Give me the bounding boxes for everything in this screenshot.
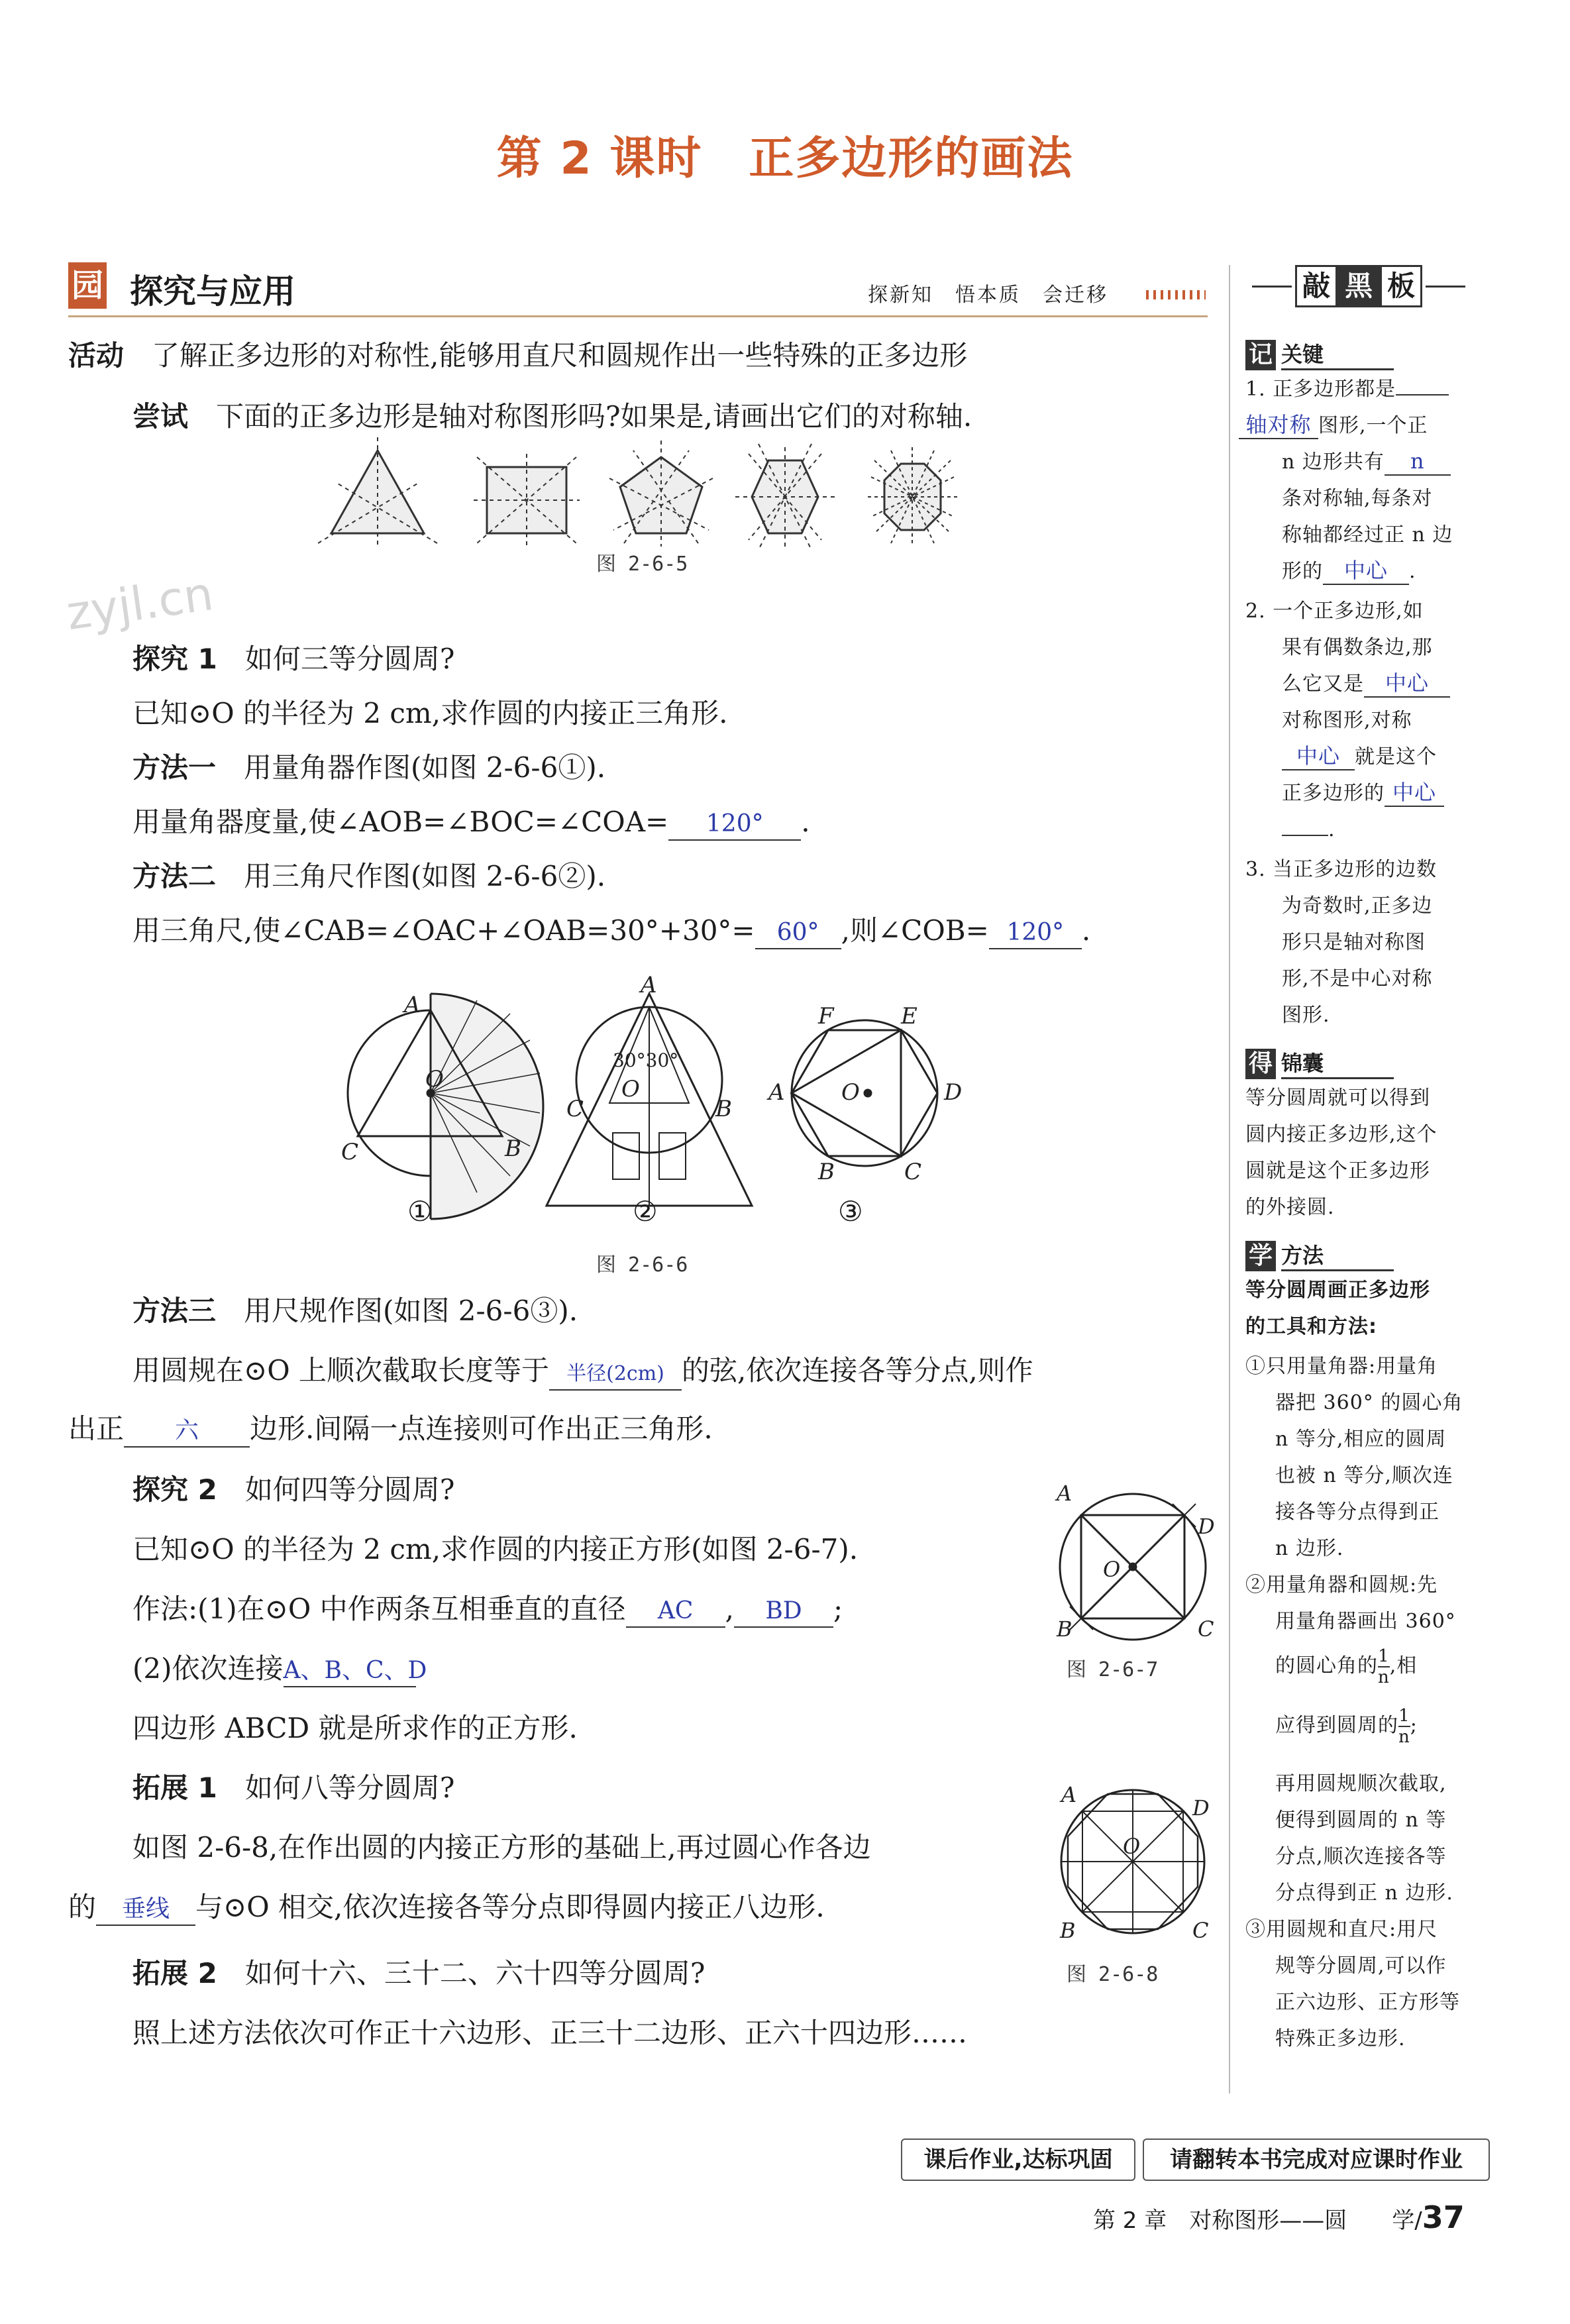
explore1-given: 已知⊙O 的半径为 2 cm,求作圆的内接正三角形. xyxy=(132,697,728,729)
page-number: 37 xyxy=(1422,2199,1465,2235)
svg-text:O: O xyxy=(1123,1834,1141,1859)
explore2-heading xyxy=(132,1471,454,1509)
footer-chapter-text: 第 2 章 对称图形——圆 xyxy=(1093,2207,1347,2234)
key-l5: 称轴都经过正 n 边 xyxy=(1282,523,1453,547)
key-l9 xyxy=(1282,666,1450,702)
svg-text:A: A xyxy=(404,992,421,1018)
method2-measure-text: 用三角尺,使∠CAB=∠OAC+∠OAB=30°+30°= xyxy=(132,914,755,947)
method3-line xyxy=(132,1292,578,1330)
method-l11-text: 应得到圆周的 xyxy=(1275,1714,1398,1737)
tip-l2: 圆内接正多边形,这个 xyxy=(1245,1123,1438,1146)
ext1-question: 如何八等分圆周? xyxy=(244,1771,455,1804)
method-badge: 学 xyxy=(1245,1241,1276,1271)
method-l17: ③用圆规和直尺:用尺 xyxy=(1245,1918,1438,1941)
key-badge: 记 xyxy=(1245,340,1276,370)
svg-text:C: C xyxy=(341,1139,359,1165)
key-l1 xyxy=(1245,371,1449,407)
ext2-question: 如何十六、三十二、六十四等分圆周? xyxy=(244,1957,706,1989)
svg-text:D: D xyxy=(1198,1514,1215,1539)
key-blank-pre xyxy=(1396,394,1449,396)
frac-den-a: n xyxy=(1378,1667,1390,1687)
key-blank-post xyxy=(1282,835,1328,836)
key-answer-axisym[interactable]: 轴对称 xyxy=(1239,411,1318,439)
method-l6: n 边形. xyxy=(1275,1537,1344,1560)
svg-text:O: O xyxy=(1103,1557,1121,1582)
svg-text:C: C xyxy=(566,1096,584,1122)
method3-measure xyxy=(132,1351,1033,1391)
key-l3 xyxy=(1282,444,1451,480)
sidebar-head-1: 敲 xyxy=(1295,265,1337,307)
svg-text:C: C xyxy=(904,1159,922,1185)
ext1-line2 xyxy=(68,1888,825,1927)
sidebar-head-2: 黑 xyxy=(1337,265,1380,307)
key-answer-center2[interactable]: 中心 xyxy=(1364,670,1450,698)
method3-measure-2 xyxy=(68,1410,713,1448)
explore1-label: 探究 1 xyxy=(132,643,217,675)
answer-blank-60[interactable]: 60° xyxy=(755,918,841,949)
key-l11 xyxy=(1282,739,1437,775)
svg-text:O: O xyxy=(621,1076,640,1102)
method-h1: 等分圆周画正多边形 xyxy=(1245,1279,1430,1302)
fig-label-3: ③ xyxy=(838,1195,863,1228)
method-l9-text: 的圆心角的 xyxy=(1275,1654,1378,1677)
title-lesson: 第 2 课时 xyxy=(496,132,703,185)
key-l3-text: n 边形共有 xyxy=(1282,450,1385,474)
method-l11 xyxy=(1275,1706,1418,1747)
key-l2 xyxy=(1239,407,1428,444)
sidebar-rule-left xyxy=(1252,286,1292,288)
method-l4: 也被 n 等分,顺次连 xyxy=(1275,1464,1453,1487)
svg-text:D: D xyxy=(1192,1795,1210,1821)
key-l10: 对称图形,对称 xyxy=(1282,709,1412,732)
svg-text:E: E xyxy=(901,1003,917,1030)
ext2-label: 拓展 2 xyxy=(132,1957,217,1989)
activity-label: 活动 xyxy=(68,339,125,372)
method1-line xyxy=(132,749,605,787)
key-answer-center1[interactable]: 中心 xyxy=(1323,557,1409,585)
method1-measure-text: 用量角器度量,使∠AOB=∠BOC=∠COA= xyxy=(132,806,669,838)
page-title xyxy=(0,123,1570,187)
svg-text:A: A xyxy=(641,972,657,998)
method-l3: n 等分,相应的圆周 xyxy=(1275,1428,1447,1451)
key-l8: 果有偶数条边,那 xyxy=(1282,636,1433,659)
method-h2: 的工具和方法: xyxy=(1245,1315,1377,1338)
try-text: 下面的正多边形是轴对称图形吗?如果是,请画出它们的对称轴. xyxy=(216,400,972,433)
figure-2-6-8 xyxy=(1047,1775,1226,1948)
key-l17: 形,不是中心对称 xyxy=(1282,967,1433,990)
ext2-heading xyxy=(132,1954,705,1993)
figure-2-6-7 xyxy=(1047,1471,1226,1663)
key-l18: 图形. xyxy=(1282,1004,1330,1027)
frac-num-b: 1 xyxy=(1398,1706,1410,1726)
sidebar-head-3: 板 xyxy=(1380,265,1422,307)
method3-text-b: 的弦,依次连接各等分点,则作 xyxy=(681,1354,1033,1387)
key-l2-text: 图形,一个正 xyxy=(1318,414,1428,437)
explore1-question: 如何三等分圆周? xyxy=(244,643,455,675)
section-icon: 园 xyxy=(68,262,107,309)
answer-blank-radius[interactable]: 半径(2cm) xyxy=(549,1359,682,1391)
key-l12 xyxy=(1282,775,1444,812)
svg-text:D: D xyxy=(944,1079,963,1106)
section-subtitle: 探新知 悟本质 会迁移 xyxy=(868,284,1108,307)
svg-text:B: B xyxy=(1057,1616,1073,1642)
method-l13: 再用圆规顺次截取, xyxy=(1275,1772,1447,1795)
answer-blank-ac[interactable]: AC xyxy=(626,1596,725,1628)
key-l6 xyxy=(1282,553,1416,590)
svg-text:B: B xyxy=(818,1159,835,1185)
section-divider xyxy=(68,315,1208,317)
answer-blank-abcd[interactable]: A、B、C、D xyxy=(284,1656,416,1687)
explore2-label: 探究 2 xyxy=(132,1473,217,1506)
ext2-line: 照上述方法依次可作正十六边形、正三十二边形、正六十四边形…… xyxy=(132,2017,968,2049)
key-l13-text: . xyxy=(1328,818,1335,841)
fraction-1-over-n-b xyxy=(1398,1706,1410,1747)
key-l11-text: 就是这个 xyxy=(1355,745,1437,768)
figure-2-6-5-caption: 图 2-6-5 xyxy=(596,553,688,576)
key-l16: 形只是轴对称图 xyxy=(1282,931,1426,954)
method-l2: 器把 360° 的圆心角 xyxy=(1275,1391,1463,1414)
try-line xyxy=(132,397,972,436)
tip-tag xyxy=(1245,1047,1424,1077)
explore2-step1: 作法:(1)在⊙O 中作两条互相垂直的直径 AC , BD ; xyxy=(132,1590,843,1628)
method-l1: ①只用量角器:用量角 xyxy=(1245,1355,1438,1378)
figure-2-6-5 xyxy=(318,437,974,550)
svg-text:F: F xyxy=(818,1003,834,1030)
method-l14: 便得到圆周的 n 等 xyxy=(1275,1809,1447,1832)
method2-line xyxy=(132,857,605,896)
explore2-question: 如何四等分圆周? xyxy=(244,1473,455,1506)
key-l7: 2. 一个正多边形,如 xyxy=(1245,600,1424,623)
answer-blank-six[interactable]: 六 xyxy=(124,1416,250,1448)
figure-2-6-7-caption: 图 2-6-7 xyxy=(1067,1658,1159,1681)
explore2-given: 已知⊙O 的半径为 2 cm,求作圆的内接正方形(如图 2-6-7). xyxy=(132,1533,859,1565)
svg-text:30°30°: 30°30° xyxy=(613,1049,679,1071)
method2-measure: 用三角尺,使∠CAB=∠OAC+∠OAB=30°+30°= 60° ,则∠COB= 120° . xyxy=(132,912,1090,950)
method-l12-text: ; xyxy=(1410,1714,1418,1737)
footer-subject: 学/ xyxy=(1392,2207,1422,2234)
key-title: 关键 xyxy=(1281,338,1394,370)
figure-2-6-8-caption: 图 2-6-8 xyxy=(1067,1963,1159,1986)
answer-blank-120a[interactable]: 120° xyxy=(668,809,801,841)
key-answer-center3[interactable]: 中心 xyxy=(1282,743,1355,770)
svg-text:O: O xyxy=(425,1066,444,1092)
method-l20: 特殊正多边形. xyxy=(1275,2027,1406,2050)
key-l6-text: 形的 xyxy=(1282,560,1323,583)
figure-2-6-6-caption: 图 2-6-6 xyxy=(596,1253,688,1277)
svg-text:B: B xyxy=(715,1096,732,1122)
tip-l4: 的外接圆. xyxy=(1245,1196,1335,1219)
section-dots xyxy=(1146,290,1206,299)
tip-l1: 等分圆周就可以得到 xyxy=(1245,1086,1430,1110)
svg-text:C: C xyxy=(1192,1918,1209,1943)
answer-blank-perpendicular[interactable]: 垂线 xyxy=(96,1894,195,1926)
svg-text:C: C xyxy=(1198,1616,1214,1642)
method-l7: ②用量角器和圆规:先 xyxy=(1245,1573,1438,1597)
svg-text:O: O xyxy=(841,1079,860,1106)
sidebar-header xyxy=(1252,265,1484,311)
activity-text: 了解正多边形的对称性,能够用直尺和圆规作出一些特殊的正多边形 xyxy=(152,339,968,372)
explore2-end: 四边形 ABCD 就是所求作的正方形. xyxy=(132,1712,578,1744)
watermark: zyjl.cn xyxy=(63,566,217,641)
tip-badge: 得 xyxy=(1245,1049,1276,1079)
method-l16: 分点得到正 n 边形. xyxy=(1275,1881,1453,1905)
method2-text: 用三角尺作图(如图 2-6-6②). xyxy=(244,860,606,892)
explore1-heading xyxy=(132,640,454,678)
footer-chapter xyxy=(1093,2199,1465,2235)
key-l12-text: 正多边形的 xyxy=(1282,782,1385,805)
method-l10-text: ,相 xyxy=(1389,1654,1418,1677)
explore2-step2-text: (2)依次连接 xyxy=(132,1652,284,1685)
sidebar-rule-right xyxy=(1426,286,1465,288)
method3-text: 用尺规作图(如图 2-6-6③). xyxy=(244,1294,578,1327)
key-l9-text: 么它又是 xyxy=(1282,672,1364,696)
tip-title: 锦囊 xyxy=(1281,1047,1394,1079)
ext1-line2-text-a: 的 xyxy=(68,1891,97,1923)
key-l15: 为奇数时,正多边 xyxy=(1282,894,1433,918)
key-answer-n[interactable]: n xyxy=(1385,448,1451,476)
method-tag xyxy=(1245,1239,1424,1269)
method3-label: 方法三 xyxy=(132,1294,217,1327)
activity-line xyxy=(68,337,967,375)
svg-text:B: B xyxy=(1060,1918,1076,1943)
ext1-line1: 如图 2-6-8,在作出圆的内接正方形的基础上,再过圆心作各边 xyxy=(132,1831,871,1864)
svg-text:A: A xyxy=(768,1079,785,1106)
key-l14: 3. 当正多边形的边数 xyxy=(1245,858,1438,881)
method3-text-a: 用圆规在⊙O 上顺次截取长度等于 xyxy=(132,1354,549,1387)
flip-book-button[interactable]: 请翻转本书完成对应课时作业 xyxy=(1143,2139,1490,2181)
answer-blank-bd[interactable]: BD xyxy=(734,1596,833,1628)
svg-text:A: A xyxy=(1061,1782,1077,1807)
svg-text:B: B xyxy=(505,1136,521,1162)
key-l13 xyxy=(1282,812,1335,848)
explore2-step1-text: 作法:(1)在⊙O 中作两条互相垂直的直径 xyxy=(132,1593,626,1625)
method-l8: 用量角器画出 360° xyxy=(1275,1610,1456,1633)
method-l18: 规等分圆周,可以作 xyxy=(1275,1954,1447,1978)
method3-text-c: 出正 xyxy=(68,1412,125,1445)
key-l6-end: . xyxy=(1409,560,1416,583)
frac-den-b: n xyxy=(1398,1727,1410,1747)
answer-blank-120b[interactable]: 120° xyxy=(989,918,1082,949)
key-l4: 条对称轴,每条对 xyxy=(1282,487,1433,510)
key-l1-text: 1. 正多边形都是 xyxy=(1245,378,1396,401)
fig-label-2: ② xyxy=(633,1195,658,1228)
ext1-label: 拓展 1 xyxy=(132,1771,217,1804)
fig-label-1: ① xyxy=(407,1195,433,1228)
section-title: 探究与应用 xyxy=(130,272,295,311)
explore2-step2 xyxy=(132,1650,427,1688)
sidebar-divider xyxy=(1229,265,1230,2093)
method2-label: 方法二 xyxy=(132,860,217,892)
svg-text:A: A xyxy=(1057,1481,1073,1506)
method1-measure: 用量角器度量,使∠AOB=∠BOC=∠COA= 120° . xyxy=(132,803,810,841)
homework-button[interactable]: 课后作业,达标巩固 xyxy=(901,2139,1135,2181)
key-answer-center4[interactable]: 中心 xyxy=(1385,779,1444,807)
fraction-1-over-n-a xyxy=(1378,1646,1390,1687)
method-l5: 接各等分点得到正 xyxy=(1275,1501,1439,1524)
method1-text: 用量角器作图(如图 2-6-6①). xyxy=(244,751,606,784)
ext1-line2-text-b: 与⊙O 相交,依次连接各等分点即得圆内接正八边形. xyxy=(195,1891,825,1923)
key-tag xyxy=(1245,338,1424,368)
method-l19: 正六边形、正方形等 xyxy=(1275,1991,1460,2014)
try-label: 尝试 xyxy=(132,400,189,433)
method-title: 方法 xyxy=(1281,1239,1394,1271)
method3-text-d: 边形.间隔一点连接则可作出正三角形. xyxy=(250,1412,713,1445)
method1-label: 方法一 xyxy=(132,751,217,784)
ext1-heading xyxy=(132,1769,454,1807)
title-topic: 正多边形的画法 xyxy=(749,132,1074,185)
method-l15: 分点,顺次连接各等 xyxy=(1275,1845,1447,1868)
method2-measure-text2: ,则∠COB= xyxy=(841,914,989,947)
method-l9 xyxy=(1275,1646,1417,1687)
frac-num-a: 1 xyxy=(1378,1646,1390,1666)
tip-l3: 圆就是这个正多边形 xyxy=(1245,1159,1430,1183)
